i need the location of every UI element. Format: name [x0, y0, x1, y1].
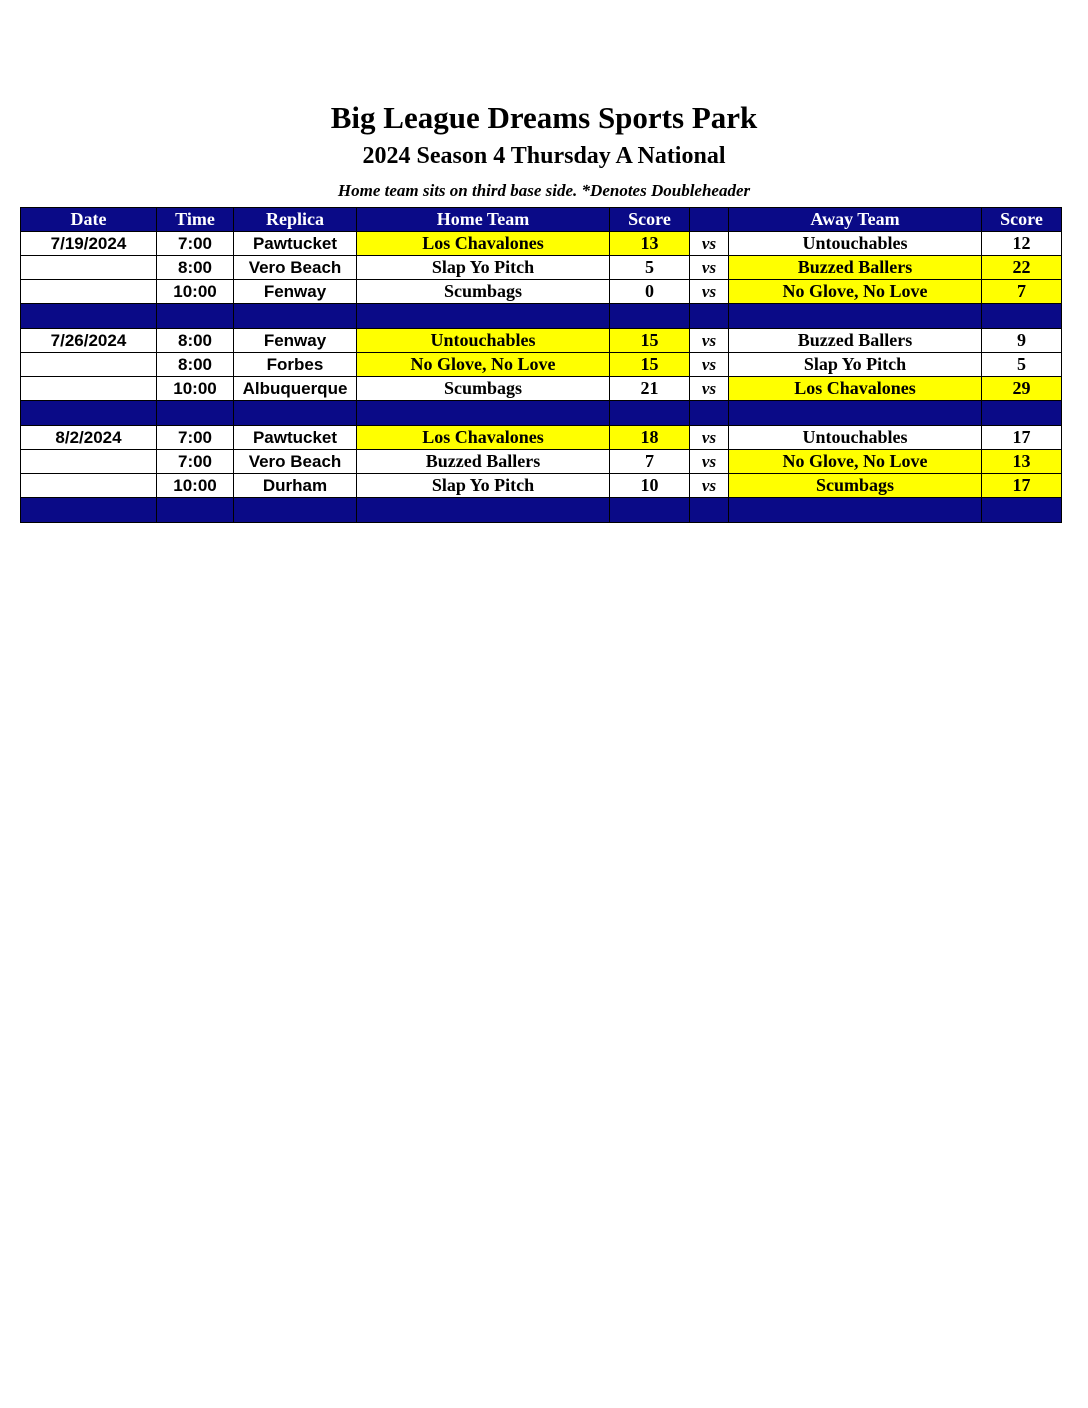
header-row	[21, 208, 1062, 232]
game-row	[21, 280, 1062, 304]
date-cell	[21, 450, 157, 474]
home-score-cell: 18	[610, 426, 690, 450]
game-row	[21, 329, 1062, 353]
separator-cell	[157, 304, 234, 329]
col-replica-header: Replica	[234, 208, 357, 232]
away-team-cell: No Glove, No Love	[729, 280, 982, 304]
week-separator-row	[21, 498, 1062, 523]
doubleheader-note: Home team sits on third base side. *Denotes Doubleheader	[337, 181, 751, 200]
away-team-cell: Slap Yo Pitch	[729, 353, 982, 377]
away-score-cell: 17	[982, 474, 1062, 498]
separator-cell	[234, 304, 357, 329]
date-cell	[21, 377, 157, 401]
week-separator-row	[21, 304, 1062, 329]
home-score-cell: 21	[610, 377, 690, 401]
separator-cell	[729, 304, 982, 329]
replica-cell: Pawtucket	[234, 426, 357, 450]
season-subtitle: 2024 Season 4 Thursday A National	[362, 143, 726, 169]
separator-cell	[157, 498, 234, 523]
date-cell: 7/19/2024	[21, 232, 157, 256]
home-team-cell: Los Chavalones	[357, 232, 610, 256]
replica-cell: Fenway	[234, 280, 357, 304]
away-team-cell: Buzzed Ballers	[729, 256, 982, 280]
separator-cell	[982, 304, 1062, 329]
home-team-cell: Buzzed Ballers	[357, 450, 610, 474]
separator-cell	[982, 498, 1062, 523]
col-time-header: Time	[157, 208, 234, 232]
away-score-cell: 17	[982, 426, 1062, 450]
time-cell: 7:00	[157, 450, 234, 474]
col-home-score-header: Score	[610, 208, 690, 232]
separator-cell	[21, 401, 157, 426]
time-cell: 7:00	[157, 426, 234, 450]
game-row	[21, 450, 1062, 474]
replica-cell: Fenway	[234, 329, 357, 353]
replica-cell: Durham	[234, 474, 357, 498]
vs-cell: vs	[690, 353, 729, 377]
separator-cell	[690, 401, 729, 426]
separator-cell	[357, 498, 610, 523]
page-title: Big League Dreams Sports Park	[330, 100, 758, 135]
away-team-cell: Untouchables	[729, 426, 982, 450]
time-cell: 10:00	[157, 474, 234, 498]
away-team-cell: No Glove, No Love	[729, 450, 982, 474]
separator-cell	[729, 498, 982, 523]
time-cell: 8:00	[157, 353, 234, 377]
home-team-cell: No Glove, No Love	[357, 353, 610, 377]
away-team-cell: Los Chavalones	[729, 377, 982, 401]
home-score-cell: 15	[610, 353, 690, 377]
separator-cell	[610, 498, 690, 523]
vs-cell: vs	[690, 232, 729, 256]
replica-cell: Forbes	[234, 353, 357, 377]
away-score-cell: 9	[982, 329, 1062, 353]
away-team-cell: Scumbags	[729, 474, 982, 498]
away-team-cell: Untouchables	[729, 232, 982, 256]
home-score-cell: 10	[610, 474, 690, 498]
date-cell	[21, 353, 157, 377]
away-score-cell: 12	[982, 232, 1062, 256]
week-separator-row	[21, 401, 1062, 426]
vs-cell: vs	[690, 426, 729, 450]
home-team-cell: Scumbags	[357, 280, 610, 304]
game-row	[21, 232, 1062, 256]
time-cell: 10:00	[157, 280, 234, 304]
home-score-cell: 13	[610, 232, 690, 256]
vs-cell: vs	[690, 280, 729, 304]
date-cell	[21, 280, 157, 304]
vs-cell: vs	[690, 377, 729, 401]
time-cell: 10:00	[157, 377, 234, 401]
away-score-cell: 13	[982, 450, 1062, 474]
home-score-cell: 15	[610, 329, 690, 353]
away-team-cell: Buzzed Ballers	[729, 329, 982, 353]
separator-cell	[234, 401, 357, 426]
separator-cell	[610, 304, 690, 329]
schedule-body	[21, 232, 1062, 523]
away-score-cell: 29	[982, 377, 1062, 401]
separator-cell	[690, 304, 729, 329]
home-team-cell: Scumbags	[357, 377, 610, 401]
time-cell: 7:00	[157, 232, 234, 256]
separator-cell	[21, 498, 157, 523]
separator-cell	[21, 304, 157, 329]
separator-cell	[234, 498, 357, 523]
home-team-cell: Slap Yo Pitch	[357, 474, 610, 498]
separator-cell	[690, 498, 729, 523]
replica-cell: Albuquerque	[234, 377, 357, 401]
date-cell	[21, 474, 157, 498]
separator-cell	[610, 401, 690, 426]
separator-cell	[357, 304, 610, 329]
home-team-cell: Slap Yo Pitch	[357, 256, 610, 280]
date-cell: 7/26/2024	[21, 329, 157, 353]
home-score-cell: 7	[610, 450, 690, 474]
separator-cell	[357, 401, 610, 426]
game-row	[21, 474, 1062, 498]
home-score-cell: 0	[610, 280, 690, 304]
time-cell: 8:00	[157, 256, 234, 280]
replica-cell: Vero Beach	[234, 256, 357, 280]
vs-cell: vs	[690, 474, 729, 498]
separator-cell	[729, 401, 982, 426]
separator-cell	[982, 401, 1062, 426]
away-score-cell: 22	[982, 256, 1062, 280]
replica-cell: Pawtucket	[234, 232, 357, 256]
schedule-table	[20, 207, 1062, 523]
game-row	[21, 353, 1062, 377]
vs-cell: vs	[690, 256, 729, 280]
col-vs-header	[690, 208, 729, 232]
away-score-cell: 5	[982, 353, 1062, 377]
game-row	[21, 256, 1062, 280]
separator-cell	[157, 401, 234, 426]
vs-cell: vs	[690, 450, 729, 474]
col-away-score-header: Score	[982, 208, 1062, 232]
home-team-cell: Los Chavalones	[357, 426, 610, 450]
replica-cell: Vero Beach	[234, 450, 357, 474]
home-score-cell: 5	[610, 256, 690, 280]
date-cell: 8/2/2024	[21, 426, 157, 450]
game-row	[21, 426, 1062, 450]
col-home-team-header: Home Team	[357, 208, 610, 232]
game-row	[21, 377, 1062, 401]
vs-cell: vs	[690, 329, 729, 353]
col-date-header: Date	[21, 208, 157, 232]
date-cell	[21, 256, 157, 280]
col-away-team-header: Away Team	[729, 208, 982, 232]
time-cell: 8:00	[157, 329, 234, 353]
home-team-cell: Untouchables	[357, 329, 610, 353]
away-score-cell: 7	[982, 280, 1062, 304]
